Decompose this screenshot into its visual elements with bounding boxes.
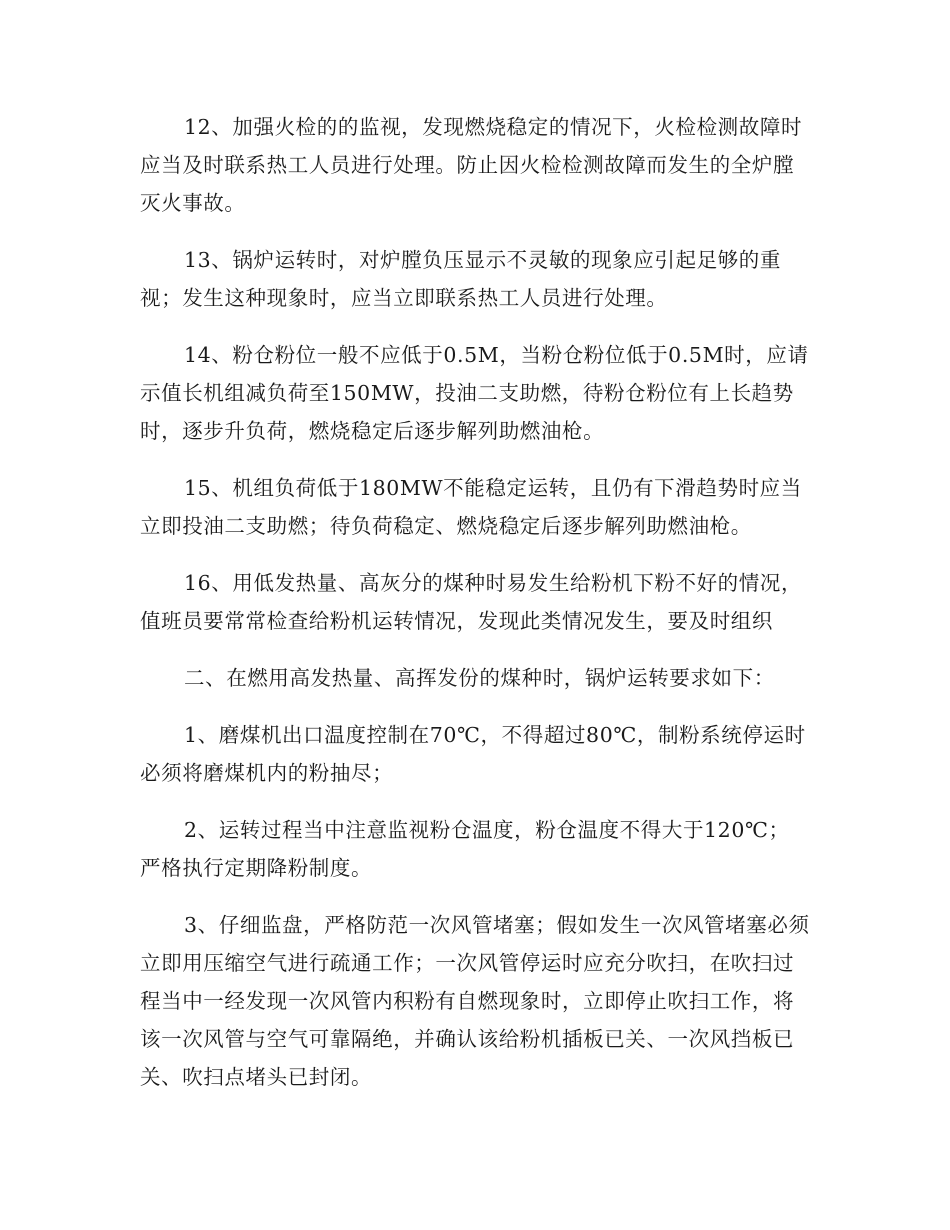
paragraph-item-15: 15、机组负荷低于180MW不能稳定运转，且仍有下滑趋势时应当立即投油二支助燃；待负荷稳定、燃烧稳定后逐步解列助燃油枪。 [140,476,802,538]
paragraph-item-12: 12、加强火检的的监视，发现燃烧稳定的情况下，火检检测故障时应当及时联系热工人员进行处理。防止因火检检测故障而发生的全炉膛灭火事故。 [140,115,803,215]
paragraph-item-2: 2、运转过程当中注意监视粉仓温度，粉仓温度不得大于120℃；严格执行定期降粉制度。 [140,818,790,880]
paragraph-item-14: 14、粉仓粉位一般不应低于0.5M，当粉仓粉位低于0.5M时，应请示值长机组减负荷至150MW，投油二支助燃，待粉仓粉位有上长趋势时，逐步升负荷，燃烧稳定后逐步解列助燃油枪。 [140,343,809,443]
paragraph-item-13: 13、锅炉运转时，对炉膛负压显示不灵敏的现象应引起足够的重视；发生这种现象时，应当立即联系热工人员进行处理。 [140,248,781,310]
document-body [140,108,810,1115]
paragraph-item-1: 1、磨煤机出口温度控制在70℃，不得超过80℃，制粉系统停运时必须将磨煤机内的粉抽尽； [140,723,806,785]
paragraph-item-16: 16、用低发热量、高灰分的煤种时易发生给粉机下粉不好的情况，值班员要常常检查给粉机运转情况，发现此类情况发生，要及时组织 [140,571,803,633]
paragraph-item-3: 3、仔细监盘，严格防范一次风管堵塞；假如发生一次风管堵塞必须立即用压缩空气进行疏通工作；一次风管停运时应充分吹扫，在吹扫过程当中一经发现一次风管内积粉有自燃现象时，立即停止吹扫工作，将该一次风管与空气可靠隔绝，并确认该给粉机插板已关、一次风挡板已关、吹扫点堵头已封闭。 [140,913,810,1089]
section-heading-two: 二、在燃用高发热量、高挥发份的煤种时，锅炉运转要求如下： [184,666,775,690]
